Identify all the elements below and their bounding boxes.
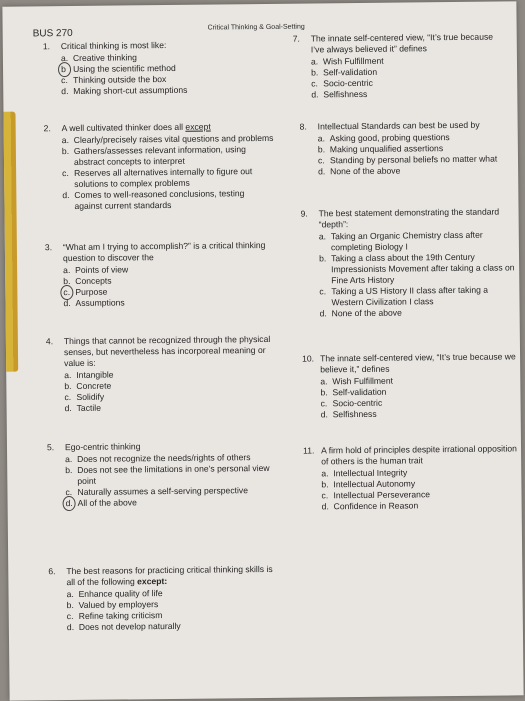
- answer-option[interactable]: [67, 620, 279, 633]
- option-letter: d.: [62, 190, 70, 201]
- option-letter: a.: [63, 265, 71, 276]
- question-9: [301, 206, 516, 319]
- option-letter: d.: [321, 501, 329, 512]
- question-1: [43, 39, 259, 97]
- exam-sheet: [2, 1, 523, 700]
- question-text: The best statement demonstrating the standard “depth”:: [318, 206, 500, 230]
- question-number: 11.: [302, 445, 315, 456]
- option-letter: c.: [319, 286, 327, 297]
- option-text: None of the above: [331, 307, 402, 319]
- sheet-header: Critical Thinking & Goal-Setting: [207, 23, 305, 32]
- option-text: Enhance quality of life: [78, 588, 163, 599]
- option-text: Comes to well-reasoned conclusions, testing against current standards: [74, 188, 245, 211]
- option-letter: d.: [66, 621, 75, 633]
- question-text: Things that cannot be recognized through the physical senses, but nevertheless has incorporeal meaning or value is:: [63, 333, 271, 369]
- option-text: Selfishness: [332, 408, 377, 420]
- option-letter: b.: [318, 253, 327, 264]
- option-text: Self-validation: [332, 386, 387, 398]
- question-number: 5.: [46, 442, 55, 453]
- answer-option[interactable]: [319, 251, 515, 286]
- option-letter: b: [61, 64, 73, 75]
- option-letter: c.: [66, 610, 74, 622]
- answer-option[interactable]: [311, 87, 508, 100]
- option-text: Making unqualified assertions: [329, 143, 444, 155]
- option-text: Making short-cut assumptions: [73, 84, 188, 96]
- option-letter: a.: [65, 454, 73, 465]
- option-letter: d.: [64, 403, 72, 414]
- option-letter: a.: [321, 468, 329, 479]
- question-text: The innate self-centered view, “It’s true because we believe it,” defines: [320, 351, 516, 375]
- option-letter: a.: [318, 231, 327, 242]
- answer-option[interactable]: [62, 144, 274, 168]
- question-number: 4.: [45, 336, 54, 347]
- option-letter: a.: [66, 588, 74, 600]
- option-letter: b.: [65, 465, 73, 476]
- question-text: A well cultivated thinker does all except: [61, 121, 211, 134]
- option-letter: c.: [320, 398, 328, 409]
- option-letter: b.: [61, 146, 70, 157]
- option-text: Socio-centric: [323, 77, 373, 89]
- course-code: BUS 270: [32, 27, 73, 40]
- option-letter: a.: [320, 376, 328, 387]
- option-letter: d.: [61, 86, 69, 97]
- question-7: [293, 31, 509, 100]
- option-letter: a.: [60, 53, 69, 64]
- option-text: Thinking outside the box: [73, 73, 167, 85]
- option-letter: b.: [321, 479, 329, 490]
- option-text: Naturally assumes a self-serving perspective: [77, 485, 249, 497]
- question-text: The innate self-centered view, “It’s true because I’ve always believed it” defines: [310, 31, 494, 55]
- option-text: Valued by employers: [78, 599, 159, 610]
- option-text: Refine taking criticism: [78, 610, 163, 621]
- question-11: [303, 443, 518, 512]
- option-letter: d.: [66, 498, 78, 509]
- answer-option[interactable]: [319, 284, 515, 308]
- question-text: “What am I trying to accomplish?” is a critical thinking question to discover the: [62, 239, 266, 264]
- option-text: Does not see the limitations in one’s personal view point: [77, 462, 270, 486]
- option-letter: c.: [61, 75, 68, 86]
- question-5: [47, 440, 278, 509]
- option-letter: b.: [320, 387, 328, 398]
- answer-option[interactable]: [62, 188, 274, 212]
- answer-option[interactable]: [65, 463, 277, 487]
- answer-option[interactable]: [65, 401, 277, 414]
- option-text: Taking a US History II class after taking a Western Civilization I class: [331, 284, 489, 308]
- question-text: The best reasons for practicing critical thinking skills is all of the following except:: [66, 563, 273, 588]
- answer-option[interactable]: [320, 306, 516, 319]
- question-number: 2.: [43, 123, 51, 134]
- question-text: Ego-centric thinking: [64, 441, 141, 453]
- option-text: Clearly/precisely raises vital questions and problems: [73, 132, 274, 145]
- option-letter: b.: [66, 599, 74, 611]
- answer-option[interactable]: [318, 164, 512, 177]
- option-text: Standing by personal beliefs no matter what: [329, 153, 498, 166]
- option-letter: d.: [319, 308, 327, 319]
- option-letter: d.: [311, 89, 319, 100]
- option-text: Wish Fulfillment: [322, 55, 384, 67]
- question-text: Intellectual Standards can best be used by: [317, 119, 480, 132]
- option-text: All of the above: [77, 497, 137, 508]
- option-text: Points of view: [75, 264, 129, 275]
- option-letter: b.: [63, 276, 71, 287]
- answer-option[interactable]: [63, 296, 270, 309]
- option-text: Concrete: [76, 380, 112, 391]
- question-number: 10.: [302, 353, 315, 364]
- option-letter: b.: [317, 144, 326, 155]
- option-text: Intangible: [76, 369, 114, 380]
- option-letter: a.: [310, 56, 319, 67]
- option-text: Assumptions: [75, 297, 125, 308]
- question-10: [302, 351, 517, 420]
- answer-option[interactable]: [319, 229, 515, 253]
- option-letter: c.: [321, 490, 329, 501]
- option-text: Taking a class about the 19th Century Impressionists Movement after taking a class on Fine Arts History: [330, 251, 515, 286]
- option-text: Wish Fulfillment: [332, 375, 394, 387]
- option-text: Asking good, probing questions: [329, 132, 450, 144]
- option-text: Does not develop naturally: [78, 620, 181, 632]
- question-number: 9.: [300, 208, 308, 219]
- option-text: None of the above: [330, 165, 401, 177]
- option-letter: b.: [64, 381, 72, 392]
- question-text: Critical thinking is most like:: [60, 39, 167, 52]
- question-number: 1.: [42, 41, 51, 52]
- option-text: Intellectual Perseverance: [333, 489, 431, 501]
- option-text: Does not recognize the needs/rights of others: [77, 452, 251, 464]
- option-text: Confidence in Reason: [333, 500, 419, 512]
- option-letter: d.: [318, 166, 326, 177]
- question-number: 8.: [299, 121, 307, 132]
- option-text: Self-validation: [323, 66, 378, 78]
- option-letter: c.: [62, 168, 69, 179]
- option-text: Tactile: [76, 402, 101, 413]
- option-text: Socio-centric: [332, 397, 383, 409]
- option-text: Reserves all alternatives internally to figure out solutions to complex problems: [74, 166, 253, 189]
- option-letter: c.: [65, 487, 73, 498]
- option-letter: c.: [317, 155, 325, 166]
- option-letter: b.: [311, 67, 319, 78]
- question-4: [46, 334, 277, 414]
- option-text: Creative thinking: [72, 52, 137, 63]
- question-number: 3.: [44, 242, 53, 253]
- option-letter: a.: [317, 133, 326, 144]
- option-text: Gathers/assesses relevant information, using abstract concepts to interpret: [73, 144, 246, 167]
- answer-option[interactable]: [61, 84, 258, 97]
- question-6: [48, 564, 279, 633]
- question-text: A firm hold of principles despite irrational opposition of others is the human trait: [320, 443, 517, 467]
- option-letter: c.: [63, 287, 75, 298]
- answer-option[interactable]: [322, 499, 518, 512]
- option-text: Selfishness: [323, 88, 368, 100]
- option-letter: a.: [64, 370, 72, 381]
- option-letter: c.: [311, 78, 318, 89]
- answer-option[interactable]: [62, 166, 274, 190]
- option-text: Concepts: [75, 275, 112, 286]
- answer-option[interactable]: [66, 496, 278, 509]
- option-letter: d.: [320, 409, 328, 420]
- question-number: 6.: [48, 566, 56, 577]
- option-text: Purpose: [75, 286, 108, 297]
- option-text: Intellectual Integrity: [333, 467, 408, 479]
- option-letter: a.: [61, 135, 70, 146]
- pencil-edge: [3, 112, 18, 372]
- option-text: Using the scientific method: [72, 62, 176, 74]
- question-3: [45, 240, 271, 309]
- option-text: Intellectual Autonomy: [333, 478, 416, 490]
- question-8: [300, 119, 513, 177]
- question-number: 7.: [292, 33, 300, 44]
- option-letter: d.: [63, 298, 71, 309]
- option-text: Solidify: [76, 391, 105, 402]
- option-letter: c.: [64, 392, 72, 403]
- question-2: [44, 121, 275, 212]
- answer-option[interactable]: [321, 407, 517, 420]
- option-text: Taking an Organic Chemistry class after completing Biology I: [330, 229, 483, 253]
